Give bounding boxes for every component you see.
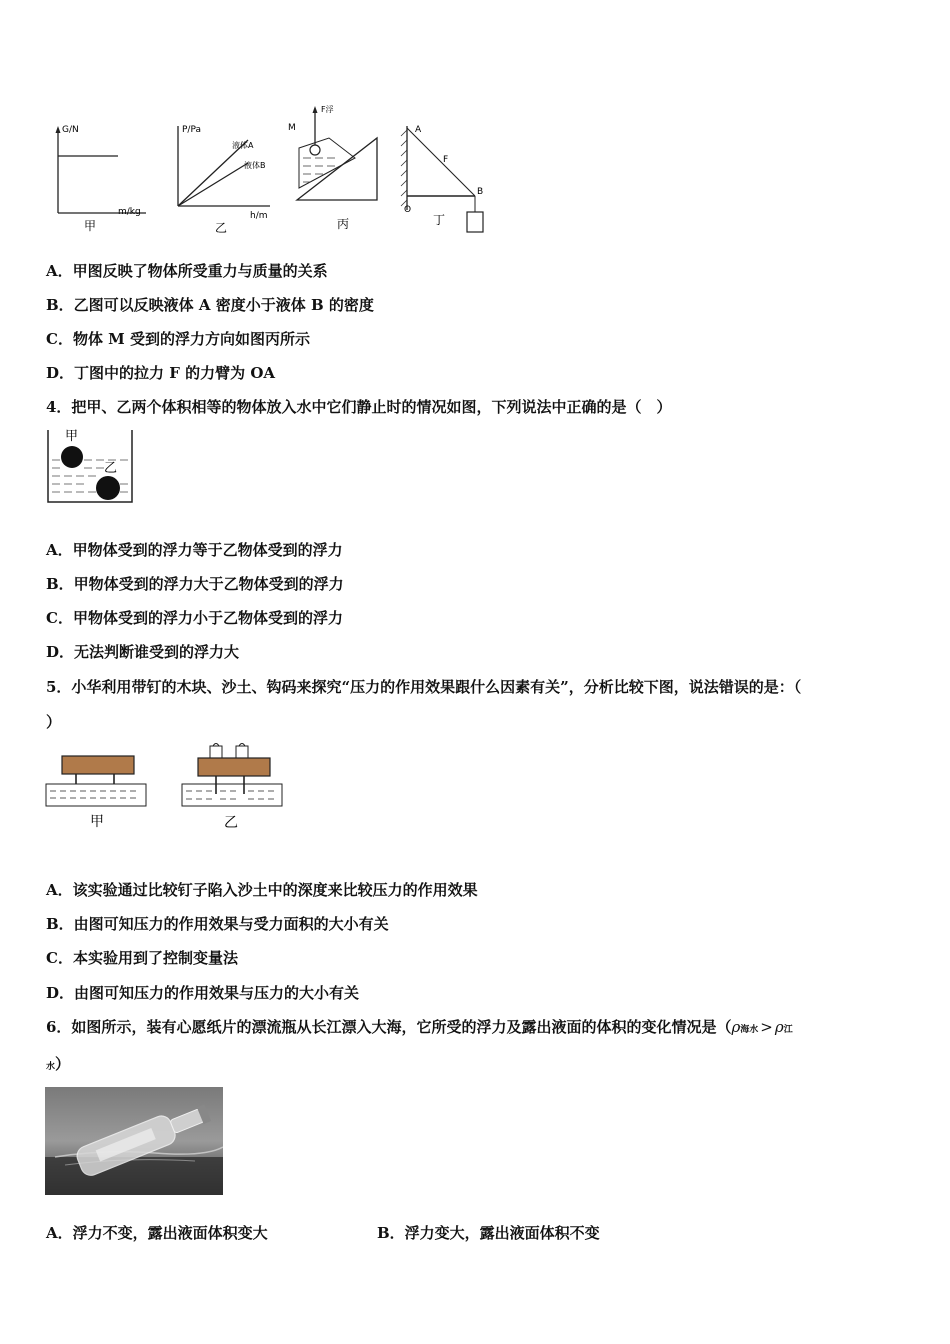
q4-option-b: B．甲物体受到的浮力大于乙物体受到的浮力 <box>46 575 344 593</box>
q4-stem: 4．把甲、乙两个体积相等的物体放入水中它们静止时的情况如图，下列说法中正确的是（ ） <box>46 398 672 416</box>
q3-figure-yi <box>170 118 280 238</box>
rho-river-sub-cont: 水 <box>46 1062 56 1072</box>
yi-line-a: 液体A <box>232 141 254 150</box>
q6-stem-text: 6．如图所示，装有心愿纸片的漂流瓶从长江漂入大海，它所受的浮力及露出液面的体积的变化情况是（ <box>46 1018 732 1036</box>
rho-river-sub: 江 <box>783 1025 793 1035</box>
yi-ylabel: P/Pa <box>182 125 201 135</box>
jia-ylabel: G/N <box>62 125 79 135</box>
ding-caption: 丁 <box>433 213 446 227</box>
rho-river: ρ <box>774 1018 784 1036</box>
q6-options-row <box>46 1223 600 1243</box>
q4-figure-beaker <box>44 426 138 508</box>
rho-sea-sub: 海水 <box>740 1025 759 1035</box>
q5-figure-jia <box>44 752 148 832</box>
yi-line-b: 液体B <box>244 161 266 170</box>
ding-point-o: O <box>404 205 412 215</box>
q4-option-a: A．甲物体受到的浮力等于乙物体受到的浮力 <box>46 541 343 559</box>
q4-label-yi: 乙 <box>104 461 118 476</box>
q4-option-c: C．甲物体受到的浮力小于乙物体受到的浮力 <box>46 609 343 627</box>
q5-stem: 5．小华利用带钉的木块、沙土、钩码来探究“压力的作用效果跟什么因素有关”，分析比较下图，说法错误的是：（ <box>46 678 802 696</box>
q3-option-d: D．丁图中的拉力 F 的力臂为 OA <box>46 364 276 382</box>
jia-xlabel: m/kg <box>118 207 141 217</box>
ding-point-a: A <box>415 125 422 135</box>
jia-caption: 甲 <box>84 219 97 233</box>
q6-option-a: A．浮力不变，露出液面体积变大 <box>46 1224 268 1242</box>
q4-label-jia: 甲 <box>65 429 79 444</box>
q3-figure-bing <box>285 98 385 238</box>
q4-option-d: D．无法判断谁受到的浮力大 <box>46 643 240 661</box>
q3-option-a: A．甲图反映了物体所受重力与质量的关系 <box>46 262 328 280</box>
q5-option-c: C．本实验用到了控制变量法 <box>46 949 238 967</box>
q6-option-b: B．浮力变大，露出液面体积不变 <box>377 1224 600 1242</box>
q6-stem <box>46 1017 793 1040</box>
q5-option-d: D．由图可知压力的作用效果与压力的大小有关 <box>46 984 360 1002</box>
q5-figure-yi <box>180 742 284 832</box>
q3-figure-jia <box>46 118 156 238</box>
q3-figure-ding <box>395 118 495 240</box>
q6-bottle-photo <box>45 1087 223 1195</box>
gt-sign: > <box>760 1018 773 1036</box>
q5-stem-end: ） <box>46 713 62 731</box>
q3-option-b: B．乙图可以反映液体 A 密度小于液体 B 的密度 <box>46 296 374 314</box>
q5-label-jia: 甲 <box>90 814 104 830</box>
yi-caption: 乙 <box>215 221 228 235</box>
bing-caption: 丙 <box>337 217 350 231</box>
q5-option-b: B．由图可知压力的作用效果与受力面积的大小有关 <box>46 915 389 933</box>
ding-point-b: B <box>477 187 484 197</box>
q6-stem-end <box>46 1054 70 1077</box>
bing-object: M <box>288 123 296 133</box>
yi-xlabel: h/m <box>250 211 268 221</box>
q6-close-paren: ） <box>55 1055 71 1073</box>
q5-option-a: A．该实验通过比较钉子陷入沙土中的深度来比较压力的作用效果 <box>46 881 478 899</box>
bing-force: F浮 <box>321 105 334 114</box>
ding-force: F <box>443 155 449 165</box>
q3-option-c: C．物体 M 受到的浮力方向如图丙所示 <box>46 330 310 348</box>
rho-sea: ρ <box>731 1018 741 1036</box>
q5-label-yi: 乙 <box>224 815 238 831</box>
